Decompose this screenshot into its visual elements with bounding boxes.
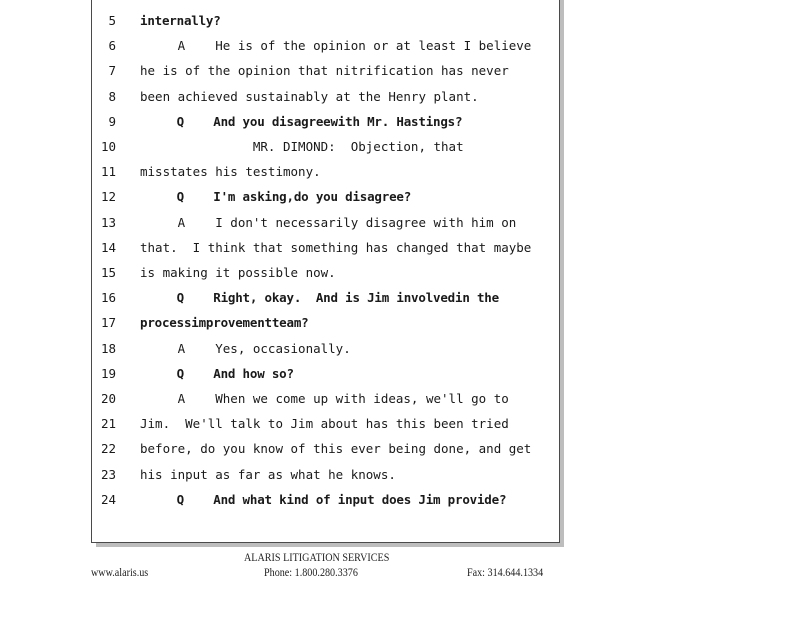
line-text: A When we come up with ideas, we'll go to [140,391,509,406]
footer-website[interactable]: www.alaris.us [91,567,149,579]
line-number: 12 [100,189,116,205]
line-text: misstates his testimony. [140,164,321,180]
line-text: Jim. We'll talk to Jim about has this been tried [140,416,509,432]
line-number: 22 [100,441,116,457]
transcript-page [91,0,560,543]
line-text: Q Right, okay. And is Jim involvedin the [140,290,499,306]
line-text: Q And what kind of input does Jim provide? [140,491,507,507]
line-number: 17 [100,315,116,331]
line-number: 7 [108,63,116,79]
line-number: 11 [100,164,116,180]
line-text: A Yes, occasionally. [140,340,351,356]
line-number: 21 [100,416,116,432]
line-number: 15 [100,265,116,280]
line-number: 19 [100,365,116,381]
line-text: his input as far as what he knows. [140,466,396,482]
line-number: 20 [100,391,116,406]
line-text: internally? [140,13,221,28]
line-text: A I don't necessarily disagree with him on [140,214,517,230]
line-text: A He is of the opinion or at least I believe [140,38,532,54]
line-text: processimprovementteam? [140,315,309,331]
line-text: he is of the opinion that nitrification has never [140,63,509,79]
line-number: 8 [108,88,116,104]
line-number: 23 [100,466,116,482]
line-number: 16 [100,290,116,306]
line-text: MR. DIMOND: Objection, that [140,139,464,154]
line-number: 5 [108,13,116,28]
line-number: 18 [100,340,116,356]
partial-line-top [92,0,122,7]
line-number: 13 [100,214,116,230]
line-text: been achieved sustainably at the Henry plant. [140,88,479,104]
line-text: Q And you disagreewith Mr. Hastings? [140,113,463,129]
line-text: is making it possible now. [140,265,336,280]
line-text: before, do you know of this ever being done, and get [140,441,532,457]
line-text: Q And how so? [140,365,294,381]
footer-phone: Phone: 1.800.280.3376 [264,567,358,579]
line-number: 14 [100,239,116,255]
line-number: 10 [100,139,116,154]
line-text: that. I think that something has changed that maybe [140,239,532,255]
line-number: 24 [100,491,116,507]
line-number: 9 [108,113,116,129]
footer-company: ALARIS LITIGATION SERVICES [244,552,390,564]
footer-fax: Fax: 314.644.1334 [467,567,544,579]
line-number: 6 [108,38,116,54]
line-text: Q I'm asking,do you disagree? [140,189,412,205]
